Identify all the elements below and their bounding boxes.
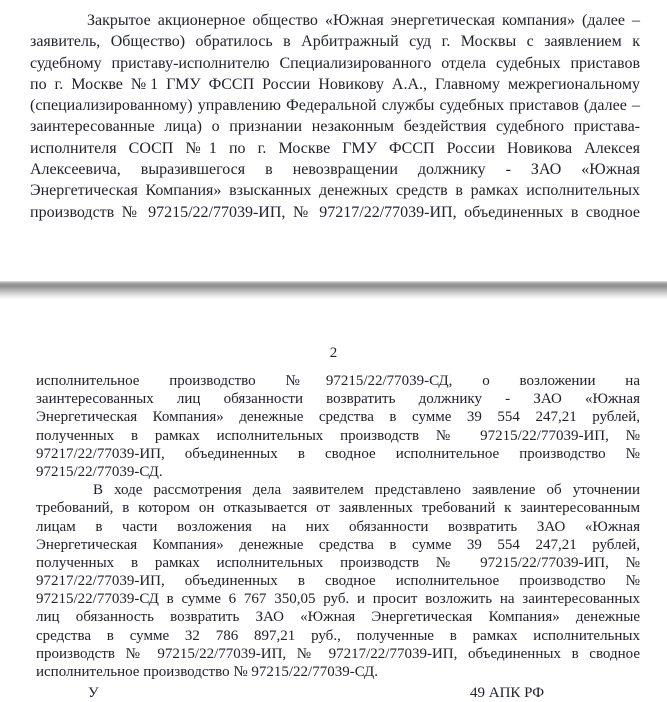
text-line: Энергетическая Компания» денежные средства в сумме 39 554 247,21 рублей,	[36, 409, 640, 426]
clipped-line-segment-middle: 49 АПК РФ	[470, 685, 545, 701]
text-line: исполнительное производство №97215/22/77039-СД, о возложении на	[36, 373, 640, 389]
text-line: заинтересованных лиц обязанности возвратить должнику - ЗАО «Южная	[36, 391, 640, 408]
page-number: 2	[329, 345, 338, 361]
text-line: заявитель, Общество) обратилось в Арбитражный суд г. Москвы с заявлением к	[30, 33, 640, 51]
clipped-text-line	[0, 684, 667, 701]
page-2-text	[36, 372, 640, 683]
text-line: 97217/22/77039-ИП, объединенных в сводное исполнительное производство №	[36, 573, 640, 590]
text-line: 97215/22/77039-СД в сумме 6 767 350,05 руб. и просит возложить на заинтересованных	[36, 591, 640, 608]
text-line: полученных в рамках исполнительных производств № 97215/22/77039-ИП, №	[36, 554, 640, 571]
text-line: по г. Москве №1 ГМУ ФССП России Новикову А.А., Главному межрегиональному	[30, 75, 640, 93]
page-1-text	[30, 10, 640, 224]
page-1	[0, 0, 667, 281]
text-line: 97217/22/77039-ИП, объединенных в сводное исполнительное производство №	[36, 445, 640, 462]
text-line: средства в сумме 32 786 897,21 руб., полученные в рамках исполнительных	[36, 627, 640, 644]
text-line: требований, в котором он отказывается от заявленных требований к заинтересованным	[36, 500, 640, 517]
text-line: лицам в части возложения на них обязанности возвратить ЗАО «Южная	[36, 518, 640, 535]
page-2	[0, 300, 667, 701]
clipped-line-segment-start: У	[88, 685, 99, 701]
text-line: Закрытое акционерное общество «Южная энергетическая компания» (далее –	[87, 12, 640, 29]
text-line: Энергетическая Компания» взысканных денежных средств в рамках исполнительных	[30, 182, 640, 200]
text-line: (специализированному) управлению Федеральной службы судебных приставов (далее –	[30, 97, 640, 115]
text-line: исполнителя СОСП №1 по г. Москве ГМУ ФССП России Новикова Алексея	[30, 139, 640, 157]
text-line: В ходе рассмотрения дела заявителем представлено заявление об уточнении	[93, 482, 640, 499]
text-line: Энергетическая Компания» денежные средства в сумме 39 554 247,21 рублей,	[36, 536, 640, 553]
text-line: полученных в рамках исполнительных производств № 97215/22/77039-ИП, №	[36, 427, 640, 444]
text-line: заинтересованные лица) о признании незаконным бездействия судебного пристава-	[30, 118, 640, 136]
text-line: Алексеевича, выразившегося в невозвращении должнику - ЗАО «Южная	[30, 161, 640, 179]
text-line: судебному приставу-исполнителю Специализированного отдела судебных приставов	[30, 54, 640, 72]
text-line: лиц обязанность возвратить ЗАО «Южная Энергетическая Компания» денежные	[36, 609, 640, 626]
text-line: исполнительное производство № 97215/22/77039-СД.	[36, 664, 378, 680]
page-break-shadow	[0, 281, 667, 300]
text-line: производств № 97215/22/77039-ИП, № 97217/22/77039-ИП, объединенных в сводное	[36, 645, 640, 662]
text-line: 97215/22/77039-СД.	[36, 463, 163, 480]
text-line: производств № 97215/22/77039-ИП, № 97217/22/77039-ИП, объединенных в сводное	[30, 203, 640, 221]
